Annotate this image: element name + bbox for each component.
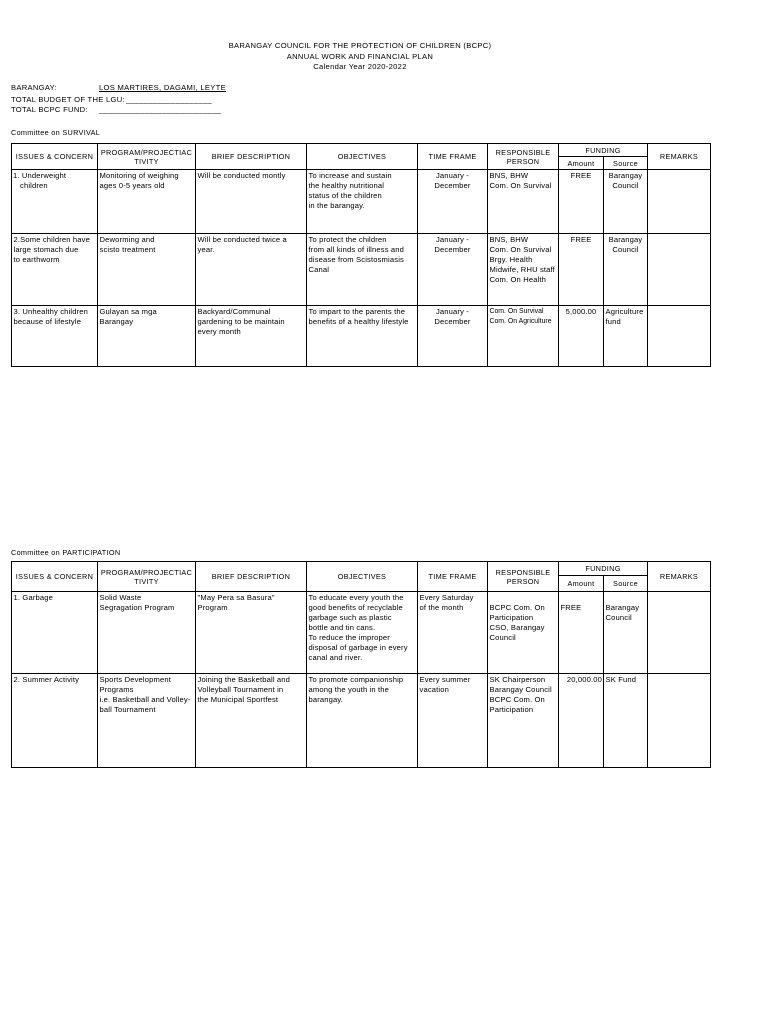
cell-issue: 3. Unhealthy children because of lifestyle [12,306,98,367]
cell-responsible: BCPC Com. On Participation CSO, Barangay Council [488,592,559,674]
cell-description: Backyard/Communal gardening to be maintain every month [196,306,307,367]
cell-remarks [648,674,711,768]
cell-responsible: BNS, BHW Com. On Survival Brgy. Health Midwife, RHU staff Com. On Health [488,234,559,306]
col-header-description: BRIEF DESCRIPTION [196,144,307,170]
cell-issue: 2. Summer Activity [12,674,98,768]
cell-program: Sports Development Programs i.e. Basketball and Volley- ball Tournament [98,674,196,768]
cell-source: Barangay Council [604,234,648,306]
cell-time-frame: January - December [418,234,488,306]
barangay-value: LOS MARTIRES, DAGAMI, LEYTE [99,83,226,92]
col-header-program: PROGRAM/PROJECTIAC TIVITY [98,562,196,592]
cell-amount: FREE [559,170,604,234]
cell-issue: 2.Some children have large stomach due to earthworm [12,234,98,306]
lgu-budget-blank: ___________________ [125,95,212,104]
cell-objectives: To educate every youth the good benefits of recyclable garbage such as plastic bottle and tin cans. To reduce the improper disposal of garbage in every canal and river. [307,592,418,674]
document-heading [11,41,709,73]
cell-description: Will be conducted twice a year. [196,234,307,306]
cell-objectives: To impart to the parents the benefits of a healthy lifestyle [307,306,418,367]
col-header-objectives: OBJECTIVES [307,144,418,170]
col-header-source: Source [604,157,648,170]
cell-issue: 1. Garbage [12,592,98,674]
cell-amount: 20,000.00 [559,674,604,768]
cell-amount: 5,000.00 [559,306,604,367]
document-title: BARANGAY COUNCIL FOR THE PROTECTION OF CHILDREN (BCPC) [228,41,492,50]
col-header-description: BRIEF DESCRIPTION [196,562,307,592]
col-header-time-frame: TIME FRAME [418,562,488,592]
table-row [12,234,711,306]
cell-source: Agriculture fund [604,306,648,367]
col-header-objectives: OBJECTIVES [307,562,418,592]
cell-description: Joining the Basketball and Volleyball Tournament in the Municipal Sportfest [196,674,307,768]
committee-title-participation: Committee on PARTICIPATION [11,548,121,557]
table-header-row [12,562,711,576]
cell-description: "May Pera sa Basura" Program [196,592,307,674]
lgu-budget-line [11,95,212,105]
cell-description: Will be conducted montly [196,170,307,234]
cell-objectives: To promote companionship among the youth in the barangay. [307,674,418,768]
col-header-issues: ISSUES & CONCERN [12,562,98,592]
col-header-funding: FUNDING [559,144,648,157]
col-header-responsible: RESPONSIBLE PERSON [488,144,559,170]
cell-program: Deworming and scisto treatment [98,234,196,306]
survival-plan-table [11,143,711,367]
table-row [12,674,711,768]
col-header-amount: Amount [559,576,604,592]
cell-responsible: SK Chairperson Barangay Council BCPC Com. On Participation [488,674,559,768]
bcpc-fund-blank: ___________________________ [99,105,222,114]
cell-source: SK Fund [604,674,648,768]
col-header-responsible: RESPONSIBLE PERSON [488,562,559,592]
col-header-remarks: REMARKS [648,144,711,170]
cell-objectives: To protect the children from all kinds of illness and disease from Scistosmiasis Canal [307,234,418,306]
committee-title-survival: Committee on SURVIVAL [11,128,101,137]
col-header-program: PROGRAM/PROJECTIAC TIVITY [98,144,196,170]
cell-responsible: Com. On Survival Com. On Agriculture [488,306,559,367]
col-header-time-frame: TIME FRAME [418,144,488,170]
cell-responsible: BNS, BHW Com. On Survival [488,170,559,234]
cell-time-frame: January - December [418,170,488,234]
cell-remarks [648,592,711,674]
col-header-source: Source [604,576,648,592]
cell-issue: 1. Underweight children [12,170,98,234]
cell-time-frame: Every Saturday of the month [418,592,488,674]
cell-remarks [648,170,711,234]
cell-remarks [648,234,711,306]
table-row [12,306,711,367]
calendar-year: Calendar Year 2020-2022 [313,62,407,71]
table-row [12,170,711,234]
col-header-funding: FUNDING [559,562,648,576]
bcpc-fund-label: TOTAL BCPC FUND: [11,105,88,114]
cell-amount: FREE [559,592,604,674]
col-header-amount: Amount [559,157,604,170]
document-subtitle: ANNUAL WORK AND FINANCIAL PLAN [286,51,434,61]
cell-source: Barangay Council [604,592,648,674]
cell-remarks [648,306,711,367]
cell-objectives: To increase and sustain the healthy nutritional status of the children in the barangay. [307,170,418,234]
cell-time-frame: Every summer vacation [418,674,488,768]
cell-amount: FREE [559,234,604,306]
col-header-remarks: REMARKS [648,562,711,592]
table-row [12,592,711,674]
cell-program: Gulayan sa mga Barangay [98,306,196,367]
participation-plan-table [11,561,711,768]
cell-program: Solid Waste Segragation Program [98,592,196,674]
col-header-issues: ISSUES & CONCERN [12,144,98,170]
barangay-label: BARANGAY: [11,83,58,92]
table-header-row [12,144,711,157]
cell-source: Barangay Council [604,170,648,234]
lgu-budget-label: TOTAL BUDGET OF THE LGU: [11,95,125,104]
cell-program: Monitoring of weighing ages 0-5 years old [98,170,196,234]
cell-time-frame: January - December [418,306,488,367]
